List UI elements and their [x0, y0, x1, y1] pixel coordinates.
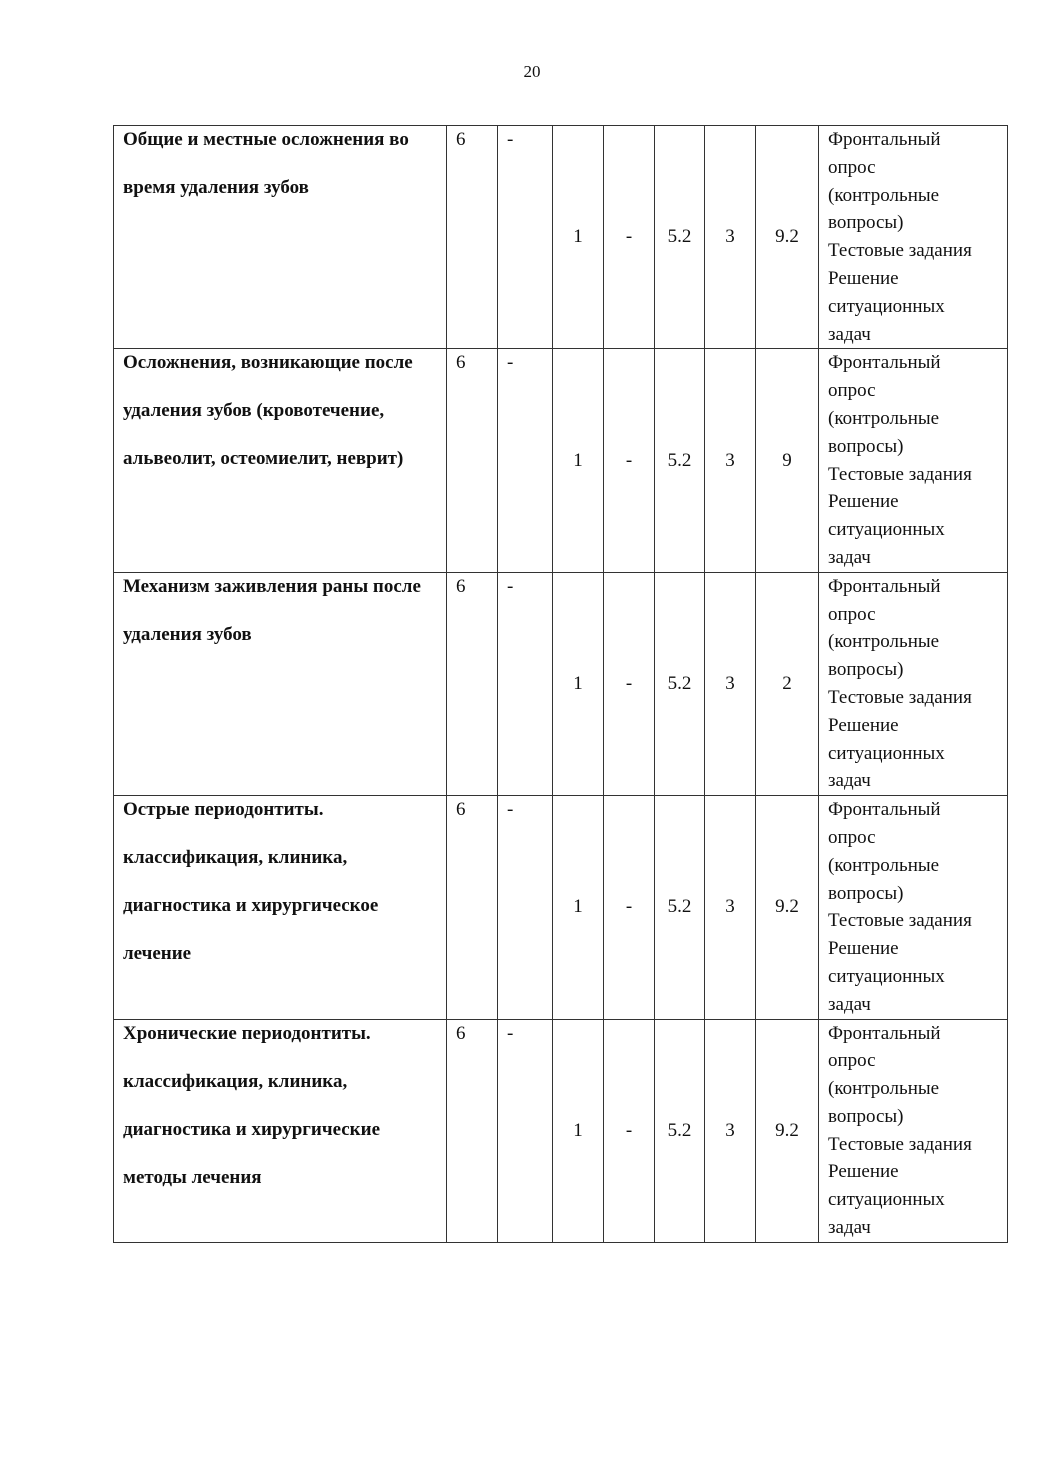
form-line: Решение [828, 1161, 899, 1183]
table-body [114, 126, 1008, 1243]
form-line: задач [828, 323, 871, 345]
topic-title: Хронические периодонтиты. классификация, клиника, диагностика и хирургические методы лечения [123, 1022, 381, 1188]
value-cell: 5.2 [655, 349, 705, 572]
value-cell: 1 [553, 126, 604, 349]
form-line: Фронтальный [828, 129, 941, 150]
value-cell: 1 [553, 349, 604, 572]
topic-title-cell [114, 796, 447, 1019]
value-cell: 1 [553, 1019, 604, 1242]
form-line: опрос [828, 603, 876, 625]
dash-cell: - [498, 126, 553, 349]
form-line: Решение [828, 491, 899, 513]
control-forms-cell [819, 572, 1008, 795]
form-line: Решение [828, 938, 899, 960]
form-line: вопросы) [828, 882, 904, 904]
value-cell: 5.2 [655, 1019, 705, 1242]
form-line: вопросы) [828, 435, 904, 457]
value-cell: 5.2 [655, 572, 705, 795]
hours-cell: 6 [447, 349, 498, 572]
form-line: ситуационных [828, 519, 945, 541]
value-cell: 3 [705, 796, 756, 1019]
form-line: задач [828, 993, 871, 1015]
value-cell: 3 [705, 572, 756, 795]
form-line: (контрольные [828, 407, 940, 429]
control-forms-cell [819, 796, 1008, 1019]
value-cell: - [604, 126, 655, 349]
table-row [114, 572, 1008, 795]
form-line: (контрольные [828, 1078, 940, 1100]
value-cell: 9.2 [756, 1019, 819, 1242]
control-forms-cell [819, 126, 1008, 349]
topic-title-cell [114, 572, 447, 795]
form-line: вопросы) [828, 659, 904, 681]
form-line: Решение [828, 267, 899, 289]
control-forms-cell [819, 1019, 1008, 1242]
value-cell: 3 [705, 1019, 756, 1242]
form-line: ситуационных [828, 742, 945, 764]
form-line: Тестовые задания [828, 1133, 972, 1155]
value-cell: 9 [756, 349, 819, 572]
topic-title-cell [114, 1019, 447, 1242]
dash-cell: - [498, 349, 553, 572]
topic-title: Общие и местные осложнения во время удаления зубов [123, 129, 409, 198]
value-cell: - [604, 796, 655, 1019]
value-cell: 5.2 [655, 796, 705, 1019]
hours-cell: 6 [447, 1019, 498, 1242]
form-line: вопросы) [828, 1105, 904, 1127]
hours-cell: 6 [447, 572, 498, 795]
topic-title-cell [114, 349, 447, 572]
form-line: Тестовые задания [828, 910, 972, 932]
form-line: Тестовые задания [828, 686, 972, 708]
form-line: ситуационных [828, 295, 945, 317]
form-line: вопросы) [828, 212, 904, 234]
value-cell: - [604, 572, 655, 795]
dash-cell: - [498, 796, 553, 1019]
form-line: ситуационных [828, 965, 945, 987]
value-cell: 2 [756, 572, 819, 795]
form-line: опрос [828, 1050, 876, 1072]
form-line: опрос [828, 380, 876, 402]
hours-cell: 6 [447, 796, 498, 1019]
value-cell: 5.2 [655, 126, 705, 349]
form-line: (контрольные [828, 854, 940, 876]
form-line: задач [828, 546, 871, 568]
value-cell: 9.2 [756, 126, 819, 349]
form-line: (контрольные [828, 631, 940, 653]
form-line: опрос [828, 826, 876, 848]
page-number: 20 [523, 62, 541, 81]
form-line: Решение [828, 714, 899, 736]
form-line: Фронтальный [828, 575, 941, 597]
form-line: Фронтальный [828, 799, 941, 821]
control-forms-cell [819, 349, 1008, 572]
value-cell: - [604, 349, 655, 572]
form-line: Тестовые задания [828, 240, 972, 262]
table-row [114, 796, 1008, 1019]
form-line: Фронтальный [828, 1022, 941, 1044]
dash-cell: - [498, 572, 553, 795]
value-cell: 1 [553, 572, 604, 795]
form-line: опрос [828, 156, 876, 178]
form-line: задач [828, 770, 871, 792]
table-row [114, 1019, 1008, 1242]
value-cell: 1 [553, 796, 604, 1019]
topics-table [113, 125, 1008, 1243]
topic-title: Острые периодонтиты. классификация, клиника, диагностика и хирургическое лечение [123, 799, 379, 965]
form-line: (контрольные [828, 184, 940, 206]
form-line: Тестовые задания [828, 463, 972, 485]
form-line: задач [828, 1217, 871, 1239]
topic-title: Осложнения, возникающие после удаления зубов (кровотечение, альвеолит, остеомиелит, неврит) [123, 352, 413, 470]
dash-cell: - [498, 1019, 553, 1242]
table-row [114, 349, 1008, 572]
topic-title: Механизм заживления раны после удаления зубов [123, 575, 421, 645]
table-row [114, 126, 1008, 349]
form-line: ситуационных [828, 1189, 945, 1211]
value-cell: 9.2 [756, 796, 819, 1019]
hours-cell: 6 [447, 126, 498, 349]
value-cell: 3 [705, 349, 756, 572]
value-cell: 3 [705, 126, 756, 349]
form-line: Фронтальный [828, 352, 941, 374]
topic-title-cell [114, 126, 447, 349]
value-cell: - [604, 1019, 655, 1242]
